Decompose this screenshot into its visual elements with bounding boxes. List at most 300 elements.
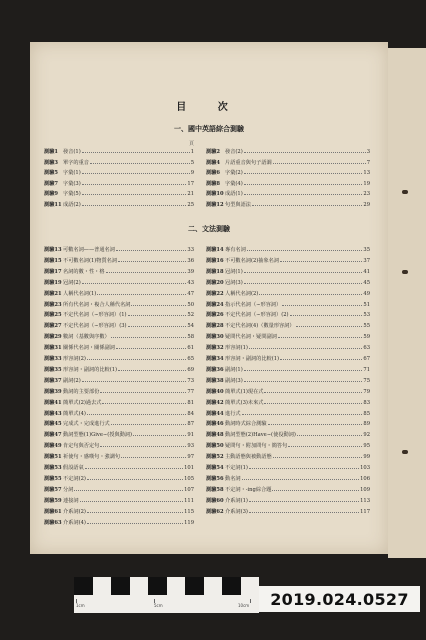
toc-entry (206, 169, 370, 177)
toc-entry-page: 73 (187, 377, 194, 384)
toc-entry-lesson: 測驗10 (206, 191, 224, 197)
toc-entry (44, 290, 194, 298)
toc-entry-page: 67 (363, 356, 370, 362)
toc-entry-lesson: 測驗33 (44, 356, 62, 362)
binding-hole (402, 270, 408, 274)
toc-entry-title: 動詞時式綜合測驗 (225, 421, 267, 428)
toc-entry-lesson: 測驗21 (44, 290, 62, 297)
toc-entry-title: 人稱代名詞(2) (225, 290, 259, 297)
toc-leader-dots (296, 322, 363, 327)
toc-entry-title: 冠詞(2) (63, 279, 81, 286)
toc-entry-title: 完成式・完成進行式 (63, 421, 110, 428)
toc-entry-lesson: 測驗34 (206, 356, 224, 362)
toc-entry-page: 7 (366, 159, 370, 166)
accession-number: 2019.024.0527 (259, 586, 420, 612)
toc-leader-dots (242, 475, 360, 480)
toc-entry (206, 344, 370, 352)
toc-entry (44, 190, 194, 198)
toc-entry-title: 形容詞(2) (63, 356, 86, 362)
toc-entry-page: 93 (187, 443, 194, 450)
ruler-label-10cm: 10cm (238, 603, 250, 608)
toc-leader-dots (297, 431, 363, 436)
toc-entry-lesson: 測驗3 (44, 159, 58, 166)
toc-entry (206, 410, 370, 418)
toc-entry (44, 180, 194, 188)
toc-entry-page: 36 (187, 257, 194, 264)
toc-entry-page: 25 (187, 201, 194, 208)
page-title: 目 次 (176, 102, 242, 113)
toc-leader-dots (288, 442, 362, 447)
toc-entry-lesson: 測驗38 (206, 377, 224, 384)
toc-entry-title: 不定代名詞(4)（數量形容詞） (225, 323, 295, 330)
toc-leader-dots (87, 508, 183, 513)
toc-entry-title: 疑問句・附加問句・簡答句 (225, 443, 288, 450)
toc-entry-page: 105 (184, 475, 194, 482)
toc-entry-title: 單字的重音 (63, 159, 89, 166)
toc-entry-page: 83 (363, 399, 370, 406)
toc-leader-dots (121, 453, 186, 458)
toc-entry-title: 副詞(3) (225, 377, 243, 384)
toc-entry (206, 508, 370, 516)
toc-entry (206, 366, 370, 374)
toc-entry-lesson: 測驗50 (206, 443, 224, 450)
toc-entry-title: 名詞的數・性・格 (63, 268, 105, 275)
toc-entry-page: 52 (187, 312, 194, 319)
toc-entry-lesson: 測驗20 (206, 279, 224, 286)
toc-entry (44, 388, 194, 396)
toc-entry-page: 95 (363, 443, 370, 450)
toc-entry-lesson: 測驗44 (206, 410, 224, 417)
toc-leader-dots (118, 257, 186, 262)
toc-leader-dots (249, 508, 359, 513)
toc-entry (206, 399, 370, 407)
toc-entry-lesson: 測驗36 (206, 366, 224, 373)
toc-entry-page: 77 (187, 388, 194, 395)
toc-entry-lesson: 測驗24 (206, 301, 224, 308)
toc-entry-title: 冠詞(1) (225, 268, 243, 275)
toc-entry-lesson: 測驗45 (44, 421, 62, 428)
toc-entry-page: 43 (187, 279, 194, 286)
toc-entry (206, 453, 370, 461)
toc-entry-title: 連接詞 (63, 497, 79, 504)
toc-entry-page: 106 (360, 475, 370, 482)
toc-entry (44, 410, 194, 418)
toc-leader-dots (85, 464, 183, 469)
toc-entry-page: 35 (363, 247, 370, 253)
toc-entry-lesson: 測驗40 (206, 388, 224, 395)
ruler-label-1cm: 1cm (76, 603, 85, 608)
toc-entry-page: 63 (363, 345, 370, 352)
toc-entry-lesson: 測驗58 (206, 486, 224, 493)
toc-entry-lesson: 測驗6 (206, 170, 220, 176)
toc-entry-lesson: 測驗19 (44, 279, 62, 286)
toc-leader-dots (244, 169, 363, 174)
toc-entry (206, 257, 370, 265)
toc-leader-dots (100, 388, 186, 393)
toc-entry-page: 87 (187, 421, 194, 428)
toc-entry (44, 453, 194, 461)
toc-entry-title: 片語重音與句子語調 (225, 159, 272, 166)
toc-entry-lesson: 測驗16 (206, 257, 224, 264)
toc-entry-title: 專有名詞 (225, 247, 246, 253)
toc-entry-title: 成語(1) (225, 191, 243, 197)
toc-entry-page: 49 (363, 290, 370, 297)
toc-entry-page: 111 (184, 497, 194, 504)
toc-entry-title: 句型與語法 (225, 201, 251, 208)
toc-entry-lesson: 測驗37 (44, 377, 62, 384)
toc-leader-dots (133, 431, 186, 436)
toc-leader-dots (280, 355, 362, 360)
toc-entry-title: 動詞的主要部份 (63, 388, 100, 395)
toc-entry-lesson: 測驗29 (44, 334, 62, 341)
ruler-label-5cm: 5cm (154, 603, 163, 608)
toc-leader-dots (82, 279, 187, 284)
toc-entry-title: 不定詞・-ing綜合題 (225, 486, 272, 493)
toc-entry-title: 簡單式(4) (63, 410, 86, 417)
toc-entry (206, 333, 370, 341)
toc-entry-page: 9 (190, 170, 194, 176)
toc-entry-lesson: 測驗7 (44, 180, 58, 187)
toc-leader-dots (82, 169, 190, 174)
toc-entry-lesson: 測驗12 (206, 201, 224, 208)
toc-entry-title: 分詞 (63, 486, 74, 493)
toc-entry-lesson: 測驗5 (44, 170, 58, 176)
toc-entry-page: 103 (360, 465, 370, 471)
toc-entry-page: 92 (363, 432, 370, 439)
toc-entry (44, 366, 194, 374)
toc-entry-lesson: 測驗9 (44, 191, 58, 197)
toc-leader-dots (97, 290, 186, 295)
toc-leader-dots (118, 366, 186, 371)
toc-entry-lesson: 測驗42 (206, 399, 224, 406)
toc-entry (206, 377, 370, 385)
page-column-label: 頁 (189, 141, 195, 147)
toc-entry-page: 113 (360, 497, 370, 504)
toc-entry-title: 介系詞(2) (63, 508, 86, 515)
toc-leader-dots (290, 311, 363, 316)
toc-entry (44, 322, 194, 330)
ruler-segment (148, 577, 167, 595)
toc-entry-title: 動詞型態(2)Have∼(使役動詞) (225, 432, 296, 439)
toc-leader-dots (244, 279, 363, 284)
toc-entry-lesson: 測驗31 (44, 345, 62, 352)
toc-entry-lesson: 測驗57 (44, 486, 62, 493)
toc-entry (44, 301, 194, 309)
toc-entry-title: 可數名詞——普通名詞 (63, 247, 115, 253)
toc-entry-page: 1 (190, 149, 194, 155)
toc-entry (44, 159, 194, 167)
adjacent-page (388, 48, 426, 558)
toc-leader-dots (102, 399, 186, 404)
toc-entry-title: 進行式 (225, 410, 241, 417)
toc-leader-dots (249, 497, 359, 502)
toc-leader-dots (80, 497, 184, 502)
toc-entry-lesson: 測驗15 (44, 257, 62, 264)
toc-entry-title: 疑問代名詞・疑問副詞 (225, 334, 277, 341)
toc-entry (206, 201, 370, 209)
toc-leader-dots (264, 399, 362, 404)
toc-leader-dots (278, 333, 363, 338)
toc-entry-lesson: 測驗14 (206, 247, 224, 253)
toc-leader-dots (82, 148, 190, 153)
toc-entry (44, 431, 194, 439)
toc-entry-lesson: 測驗27 (44, 323, 62, 330)
toc-entry-page: 21 (187, 191, 194, 197)
toc-leader-dots (74, 486, 183, 491)
toc-entry (44, 399, 194, 407)
toc-entry-lesson: 測驗39 (44, 388, 62, 395)
toc-entry-page: 79 (363, 388, 370, 395)
toc-entry-title: 肯定句與否定句 (63, 443, 100, 450)
toc-entry (206, 388, 370, 396)
toc-entry-page: 37 (363, 257, 370, 264)
toc-entry-title: 形容詞(1) (225, 345, 248, 352)
toc-entry-title: 不可數名詞(1)物質名詞 (63, 257, 118, 264)
toc-entry-page: 101 (184, 465, 194, 471)
toc-entry-lesson: 測驗51 (44, 454, 62, 461)
toc-entry (206, 180, 370, 188)
toc-leader-dots (128, 311, 187, 316)
toc-entry-title: 不定詞(2) (63, 475, 86, 482)
toc-entry-title: 字彙(2) (225, 170, 243, 176)
toc-entry-lesson: 測驗63 (44, 519, 62, 526)
toc-entry-page: 54 (187, 323, 194, 330)
toc-entry (44, 169, 194, 177)
toc-leader-dots (280, 257, 362, 262)
toc-entry-title: 數詞（基數與序數） (63, 334, 110, 341)
toc-leader-dots (106, 268, 187, 273)
binding-hole (402, 190, 408, 194)
binding-hole (402, 450, 408, 454)
toc-entry-page: 65 (187, 356, 194, 362)
toc-entry-lesson: 測驗59 (44, 497, 62, 504)
toc-entry-title: 簡單式(2)過去式 (63, 399, 102, 406)
toc-entry-page: 59 (363, 334, 370, 341)
toc-entry-page: 45 (363, 279, 370, 286)
ruler-segment (222, 577, 241, 595)
toc-entry (206, 148, 370, 156)
toc-entry-title: 動名詞 (225, 475, 241, 482)
toc-entry-page: 47 (187, 290, 194, 297)
toc-leader-dots (82, 180, 187, 185)
toc-leader-dots (244, 190, 363, 195)
toc-leader-dots (282, 301, 362, 306)
toc-entry (44, 475, 194, 483)
toc-entry-lesson: 測驗26 (206, 312, 224, 319)
toc-entry-page: 85 (363, 410, 370, 417)
toc-entry (44, 420, 194, 428)
toc-entry-page: 75 (363, 377, 370, 384)
toc-entry-title: 動詞型態(1)Give∼(授與動詞) (63, 432, 133, 439)
toc-entry (206, 246, 370, 254)
toc-entry (206, 486, 370, 494)
toc-entry (206, 355, 370, 363)
toc-entry (44, 311, 194, 319)
toc-entry (44, 508, 194, 516)
toc-entry (44, 344, 194, 352)
toc-leader-dots (100, 442, 186, 447)
toc-entry (44, 148, 194, 156)
toc-entry-page: 61 (187, 345, 194, 352)
toc-entry-page: 81 (187, 399, 194, 406)
toc-entry-lesson: 測驗18 (206, 268, 224, 275)
toc-entry-lesson: 測驗13 (44, 247, 62, 253)
toc-entry-page: 71 (363, 366, 370, 373)
toc-leader-dots (247, 246, 363, 251)
toc-entry (44, 486, 194, 494)
toc-entry-title: 假設語氣 (63, 465, 84, 471)
toc-entry-page: 51 (363, 301, 370, 308)
toc-entry-lesson: 測驗46 (206, 421, 224, 428)
toc-entry (206, 268, 370, 276)
toc-leader-dots (82, 377, 187, 382)
toc-entry-page: 109 (360, 486, 370, 493)
toc-entry-page: 3 (366, 149, 370, 155)
toc-entry-page: 69 (187, 366, 194, 373)
toc-entry-title: 介系詞(1) (225, 497, 248, 504)
toc-leader-dots (244, 148, 366, 153)
toc-entry-page: 39 (187, 268, 194, 275)
toc-entry-page: 117 (360, 508, 370, 515)
toc-entry-page: 89 (363, 421, 370, 428)
toc-entry-title: 人稱代名詞(1) (63, 290, 97, 297)
toc-entry-page: 17 (187, 180, 194, 187)
toc-entry (206, 311, 370, 319)
toc-entry (44, 268, 194, 276)
toc-entry (44, 333, 194, 341)
toc-leader-dots (252, 201, 362, 206)
ruler-segment (111, 577, 130, 595)
toc-leader-dots (128, 322, 187, 327)
toc-entry-lesson: 測驗11 (44, 201, 62, 208)
toc-entry (44, 257, 194, 265)
toc-entry-title: 字彙(4) (225, 180, 243, 187)
toc-entry-lesson: 測驗28 (206, 323, 224, 330)
toc-entry-lesson: 測驗2 (206, 149, 220, 155)
toc-entry-page: 41 (363, 268, 370, 275)
toc-entry-title: 介系詞(4) (63, 519, 86, 526)
toc-entry-lesson: 測驗62 (206, 508, 224, 515)
toc-entry-lesson: 測驗48 (206, 432, 224, 439)
scale-ruler (74, 577, 259, 613)
toc-entry-title: 不定代名詞（∼形容詞）(2) (225, 312, 289, 319)
toc-leader-dots (87, 355, 186, 360)
toc-entry (44, 464, 194, 472)
toc-page (30, 42, 388, 554)
toc-entry-page: 53 (363, 312, 370, 319)
toc-entry (206, 290, 370, 298)
toc-entry (44, 519, 194, 527)
toc-entry-page: 115 (184, 508, 194, 515)
toc-leader-dots (249, 464, 359, 469)
toc-entry-title: 不定詞(1) (225, 465, 248, 471)
toc-leader-dots (116, 344, 187, 349)
toc-entry-title: 形容詞・副詞的比較(1) (225, 356, 280, 362)
toc-leader-dots (131, 301, 186, 306)
toc-entry-title: 祈使句・感嘆句・強調句 (63, 454, 121, 461)
toc-entry-page: 58 (187, 334, 194, 341)
toc-entry-lesson: 測驗60 (206, 497, 224, 504)
toc-entry-title: 成語(2) (63, 201, 81, 208)
toc-entry (44, 442, 194, 450)
toc-entry-page: 119 (184, 519, 194, 526)
toc-entry (44, 279, 194, 287)
toc-leader-dots (87, 410, 186, 415)
toc-entry-lesson: 測驗53 (44, 465, 62, 471)
toc-entry (206, 301, 370, 309)
toc-entry (44, 355, 194, 363)
toc-entry (206, 464, 370, 472)
toc-entry-lesson: 測驗47 (44, 432, 62, 439)
toc-entry-lesson: 測驗56 (206, 475, 224, 482)
toc-entry-page: 84 (187, 410, 194, 417)
toc-leader-dots (82, 201, 187, 206)
toc-leader-dots (242, 410, 363, 415)
ruler-segment (74, 577, 93, 595)
toc-entry-lesson: 測驗8 (206, 180, 220, 187)
toc-entry-title: 不定代名詞（∼形容詞）(3) (63, 323, 127, 330)
toc-entry-lesson: 測驗1 (44, 149, 58, 155)
toc-entry (44, 201, 194, 209)
toc-entry (44, 377, 194, 385)
toc-entry-page: 23 (363, 191, 370, 197)
toc-entry-title: 發音(1) (63, 149, 81, 155)
toc-leader-dots (87, 475, 183, 480)
ruler-tick (250, 599, 251, 603)
toc-entry-lesson: 測驗30 (206, 334, 224, 341)
toc-leader-dots (259, 290, 362, 295)
toc-entry (206, 279, 370, 287)
toc-entry (206, 442, 370, 450)
toc-entry-lesson: 測驗22 (206, 290, 224, 297)
toc-entry-title: 字彙(5) (63, 191, 81, 197)
toc-entry-title: 簡單式(3)未來式 (225, 399, 264, 406)
toc-entry (206, 431, 370, 439)
toc-entry-title: 關係代名詞・關係副詞 (63, 345, 115, 352)
toc-entry-page: 99 (363, 454, 370, 461)
toc-entry-page: 107 (184, 486, 194, 493)
toc-entry (206, 497, 370, 505)
toc-entry-page: 91 (187, 432, 194, 439)
toc-entry-page: 13 (363, 170, 370, 176)
toc-entry-lesson: 測驗23 (44, 301, 62, 308)
toc-entry (206, 475, 370, 483)
toc-leader-dots (264, 388, 362, 393)
toc-entry-title: 形容詞・副詞的比較(1) (63, 366, 118, 373)
toc-entry (206, 420, 370, 428)
toc-entry-title: 不可數名詞(2)抽象名詞 (225, 257, 280, 264)
toc-leader-dots (268, 420, 363, 425)
toc-leader-dots (273, 159, 366, 164)
toc-entry-lesson: 測驗35 (44, 366, 62, 373)
toc-entry (206, 159, 370, 167)
toc-entry-lesson: 測驗17 (44, 268, 62, 275)
toc-entry-lesson: 測驗61 (44, 508, 62, 515)
toc-leader-dots (273, 453, 363, 458)
toc-entry-lesson: 測驗43 (44, 410, 62, 417)
toc-leader-dots (87, 519, 183, 524)
toc-entry-lesson: 測驗54 (206, 465, 224, 471)
toc-entry-lesson: 測驗41 (44, 399, 62, 406)
toc-entry-lesson: 測驗52 (206, 454, 224, 461)
toc-leader-dots (111, 333, 187, 338)
toc-leader-dots (244, 366, 363, 371)
toc-entry-lesson: 測驗4 (206, 159, 220, 166)
toc-entry-page: 50 (187, 301, 194, 308)
section2-heading: 二、文法測驗 (188, 224, 230, 233)
toc-entry-page: 19 (363, 180, 370, 187)
toc-entry-lesson: 測驗55 (44, 475, 62, 482)
